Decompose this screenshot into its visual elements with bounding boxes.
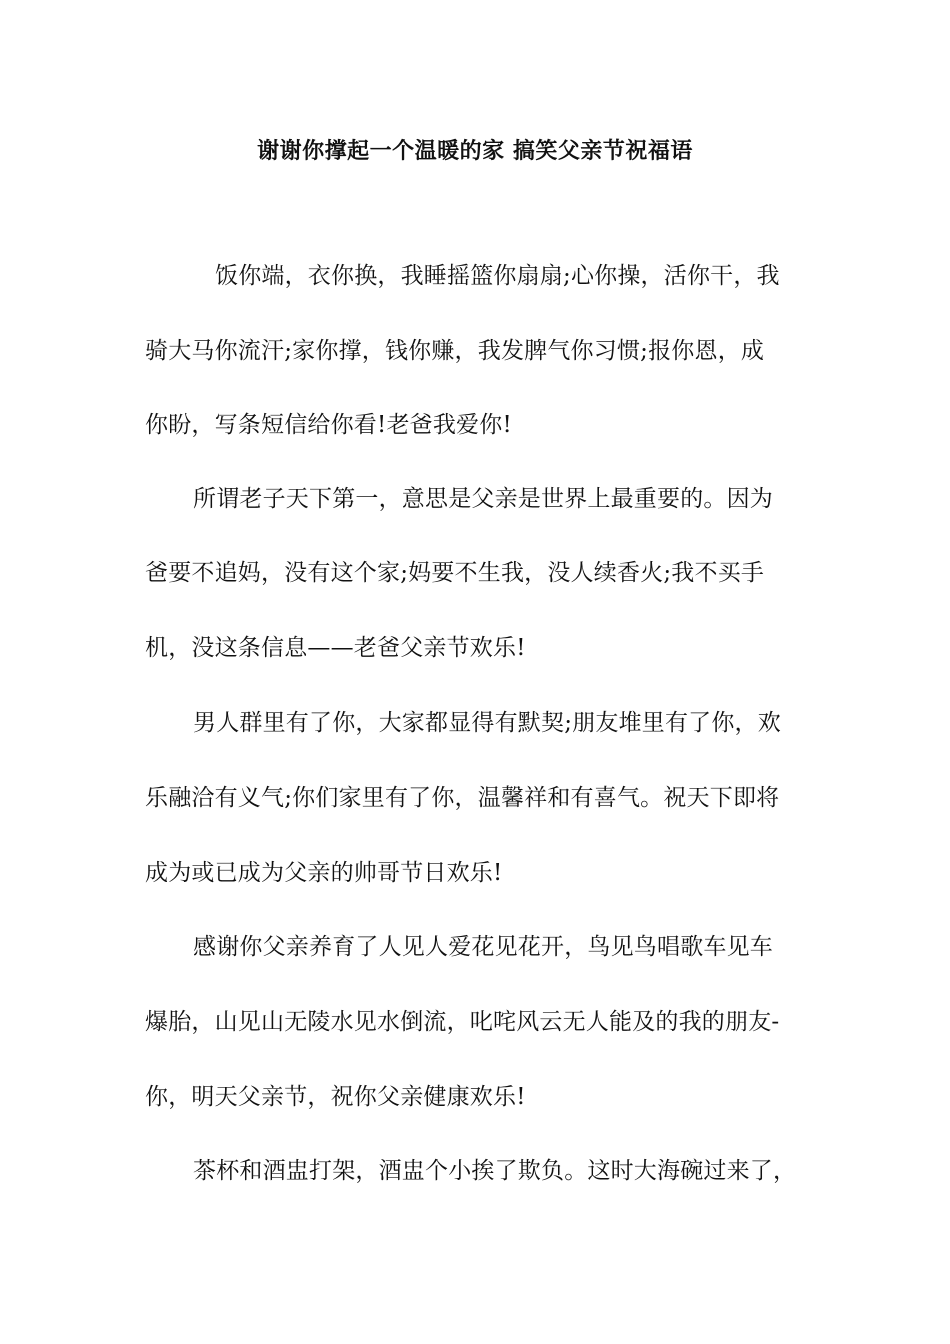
paragraph-3-line-3: 成为或已成为父亲的帅哥节日欢乐! <box>145 860 503 886</box>
paragraph-1-line-2: 骑大马你流汗;家你撑，钱你赚，我发脾气你习惯;报你恩，成 <box>145 338 765 364</box>
paragraph-4-line-2: 爆胎，山见山无陵水见水倒流，叱咤风云无人能及的我的朋友- <box>145 1009 780 1035</box>
paragraph-3-line-2: 乐融洽有义气;你们家里有了你，温馨祥和有喜气。祝天下即将 <box>145 785 780 811</box>
paragraph-4-line-1: 感谢你父亲养育了人见人爱花见花开，鸟见鸟唱歌车见车 <box>193 934 773 960</box>
paragraph-1-line-1: 饭你端，衣你换，我睡摇篮你扇扇;心你操，活你干，我 <box>215 263 780 289</box>
paragraph-2-line-3: 机，没这条信息——老爸父亲节欢乐! <box>145 635 526 661</box>
paragraph-4-line-3: 你，明天父亲节，祝你父亲健康欢乐! <box>145 1084 526 1110</box>
paragraph-2-line-1: 所谓老子天下第一，意思是父亲是世界上最重要的。因为 <box>193 486 773 512</box>
document-title: 谢谢你撑起一个温暖的家 搞笑父亲节祝福语 <box>257 139 693 164</box>
paragraph-2-line-2: 爸要不追妈，没有这个家;妈要不生我，没人续香火;我不买手 <box>145 560 765 586</box>
paragraph-1-line-3: 你盼，写条短信给你看!老爸我爱你! <box>145 412 512 438</box>
paragraph-5-line-1: 茶杯和酒盅打架，酒盅个小挨了欺负。这时大海碗过来了， <box>193 1158 797 1184</box>
paragraph-3-line-1: 男人群里有了你，大家都显得有默契;朋友堆里有了你，欢 <box>193 710 781 736</box>
